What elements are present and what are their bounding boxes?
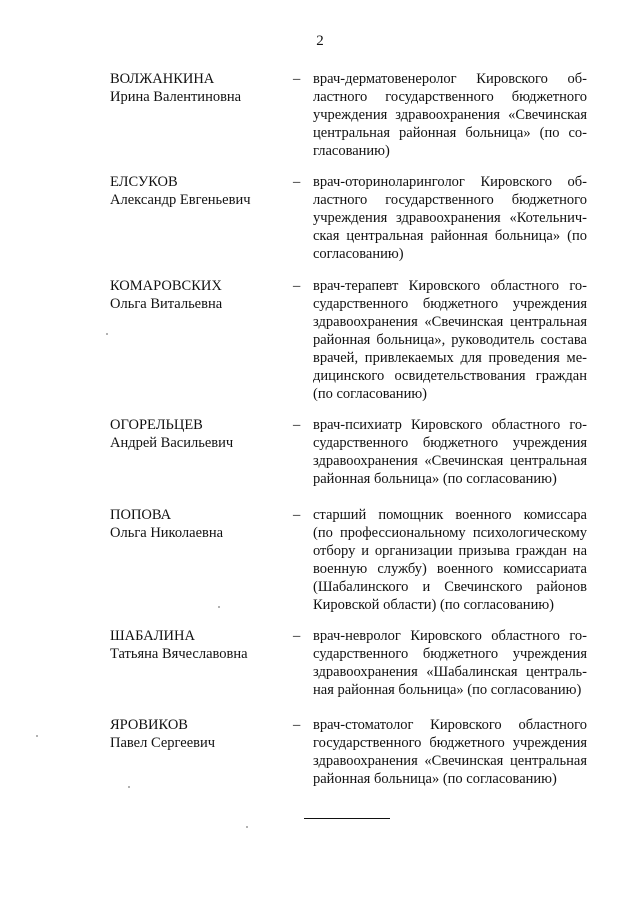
member-name <box>110 416 290 452</box>
role-line: врач-терапевт Кировского областного го- <box>313 278 587 294</box>
role-line: районная больница» (по согласованию) <box>313 471 557 487</box>
dash-separator: – <box>293 278 301 294</box>
scan-speck <box>246 826 248 828</box>
role-line: врач-оториноларинголог Кировского об- <box>313 174 587 190</box>
member-given-names: Ольга Витальевна <box>110 296 223 312</box>
role-line: старший помощник военного комиссара <box>313 507 587 523</box>
member-name <box>110 506 290 542</box>
role-line: (по профессиональному психологическому <box>313 525 587 541</box>
member-role <box>313 173 587 263</box>
dash-separator: – <box>293 174 301 190</box>
role-line: сударственного бюджетного учреждения <box>313 296 587 312</box>
role-line: военную службу) военного комиссариата <box>313 561 587 577</box>
member-surname: ШАБАЛИНА <box>110 628 195 644</box>
role-line: сударственного бюджетного учреждения <box>313 435 587 451</box>
member-surname: ПОПОВА <box>110 507 172 523</box>
role-line: врач-психиатр Кировского областного го- <box>313 417 587 433</box>
role-line: врачей, привлекаемых для проведения ме- <box>313 350 587 366</box>
scan-speck <box>106 333 108 335</box>
role-line: сударственного бюджетного учреждения <box>313 646 587 662</box>
role-line: врач-дерматовенеролог Кировского об- <box>313 71 587 87</box>
role-line: здравоохранения «Свечинская центральная <box>313 314 587 330</box>
member-role <box>313 716 587 788</box>
role-line: центральная районная больница» (по со- <box>313 125 587 141</box>
scan-speck <box>128 786 130 788</box>
role-line: (по согласованию) <box>313 386 427 402</box>
member-given-names: Александр Евгеньевич <box>110 192 251 208</box>
role-line: районная больница» (по согласованию) <box>313 771 557 787</box>
member-name <box>110 627 290 663</box>
member-surname: ВОЛЖАНКИНА <box>110 71 215 87</box>
role-line: районная больница», руководитель состава <box>313 332 587 348</box>
member-given-names: Татьяна Вячеславовна <box>110 646 248 662</box>
member-role <box>313 277 587 403</box>
role-line: ская центральная районная больница» (по <box>313 228 587 244</box>
member-role <box>313 70 587 160</box>
role-line: здравоохранения «Шабалинская централь- <box>313 664 587 680</box>
member-given-names: Павел Сергеевич <box>110 735 216 751</box>
role-line: дицинского освидетельствования граждан <box>313 368 587 384</box>
closing-separator-line <box>304 818 390 819</box>
role-line: согласованию) <box>313 246 404 262</box>
member-role <box>313 627 587 699</box>
dash-separator: – <box>293 417 301 433</box>
member-name <box>110 70 290 106</box>
scan-speck <box>36 735 38 737</box>
role-line: здравоохранения «Свечинская центральная <box>313 453 587 469</box>
member-name <box>110 173 290 209</box>
member-role <box>313 416 587 488</box>
member-name <box>110 277 290 313</box>
dash-separator: – <box>293 507 301 523</box>
member-given-names: Ирина Валентиновна <box>110 89 242 105</box>
page-number: 2 <box>316 33 324 49</box>
dash-separator: – <box>293 717 301 733</box>
scan-speck <box>218 606 220 608</box>
role-line: отбору и организации призыва граждан на <box>313 543 587 559</box>
role-line: государственного бюджетного учреждения <box>313 735 587 751</box>
member-surname: ОГОРЕЛЬЦЕВ <box>110 417 203 433</box>
role-line: (Шабалинского и Свечинского районов <box>313 579 587 595</box>
role-line: учреждения здравоохранения «Котельнич- <box>313 210 587 226</box>
role-line: учреждения здравоохранения «Свечинская <box>313 107 587 123</box>
dash-separator: – <box>293 71 301 87</box>
member-surname: ЯРОВИКОВ <box>110 717 188 733</box>
member-name <box>110 716 290 752</box>
role-line: врач-стоматолог Кировского областного <box>313 717 587 733</box>
role-line: ластного государственного бюджетного <box>313 89 587 105</box>
role-line: здравоохранения «Свечинская центральная <box>313 753 587 769</box>
role-line: Кировской области) (по согласованию) <box>313 597 554 613</box>
role-line: врач-невролог Кировского областного го- <box>313 628 587 644</box>
member-surname: ЕЛСУКОВ <box>110 174 178 190</box>
member-role <box>313 506 587 614</box>
role-line: гласованию) <box>313 143 390 159</box>
member-given-names: Андрей Васильевич <box>110 435 234 451</box>
member-surname: КОМАРОВСКИХ <box>110 278 222 294</box>
dash-separator: – <box>293 628 301 644</box>
role-line: ная районная больница» (по согласованию) <box>313 682 582 698</box>
member-given-names: Ольга Николаевна <box>110 525 224 541</box>
role-line: ластного государственного бюджетного <box>313 192 587 208</box>
